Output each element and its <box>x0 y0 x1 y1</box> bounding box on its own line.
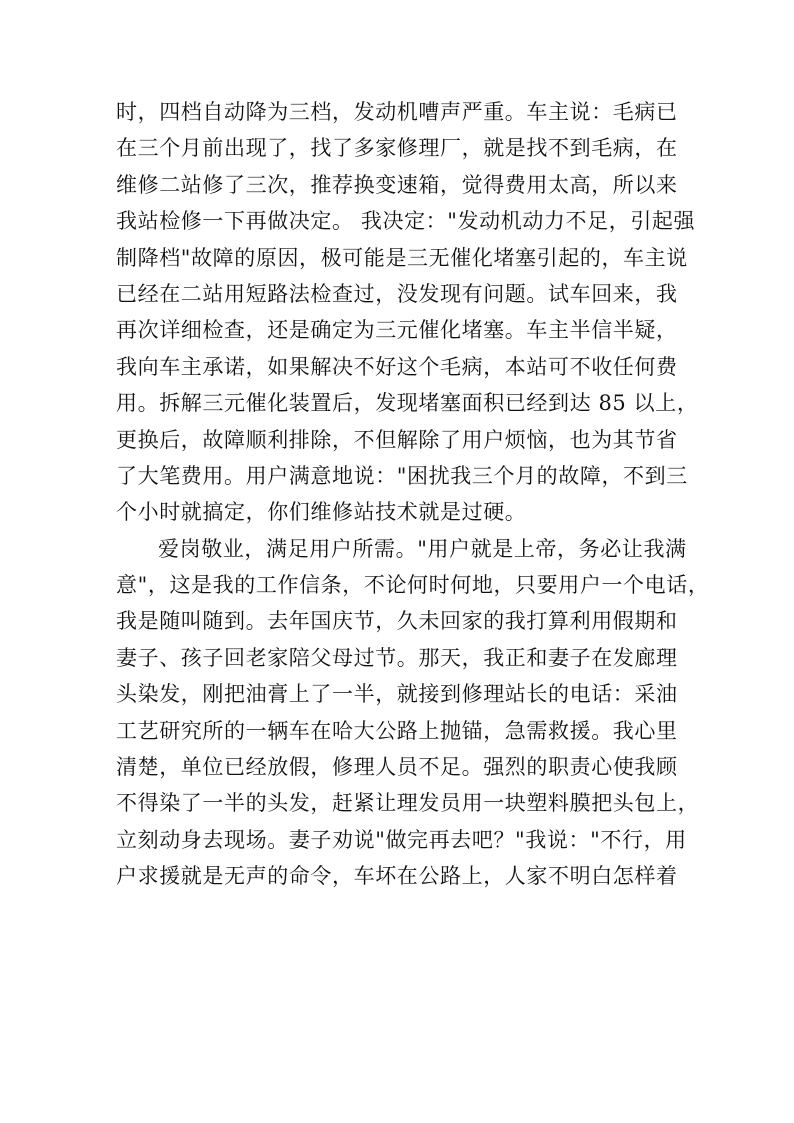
text-line: 立刻动身去现场。妻子劝说"做完再去吧？"我说："不行，用 <box>116 827 687 852</box>
text-line: 用。拆解三元催化装置后，发现堵塞面积已经到达 85 以上， <box>116 391 699 416</box>
text-line: 再次详细检查，还是确定为三元催化堵塞。车主半信半疑， <box>116 318 678 343</box>
text-line: 个小时就搞定，你们维修站技术就是过硬。 <box>116 500 527 525</box>
body-text <box>116 94 710 895</box>
text-line: 不得染了一半的头发，赶紧让理发员用一块塑料膜把头包上， <box>116 791 700 816</box>
text-line: 已经在二站用短路法检查过，没发现有问题。试车回来，我 <box>116 281 678 306</box>
text-line: 头染发，刚把油膏上了一半，就接到修理站长的电话：采油 <box>116 682 678 707</box>
text-line: 我是随叫随到。去年国庆节，久未回家的我打算利用假期和 <box>116 609 678 634</box>
text-line: 时，四档自动降为三档，发动机嘈声严重。车主说：毛病已 <box>116 100 678 124</box>
text-line: 更换后，故障顺利排除，不但解除了用户烦恼，也为其节省 <box>116 427 678 452</box>
text-line: 了大笔费用。用户满意地说："困扰我三个月的故障，不到三 <box>116 463 688 488</box>
text-line: 清楚，单位已经放假，修理人员不足。强烈的职责心使我顾 <box>116 755 678 780</box>
text-line: 工艺研究所的一辆车在哈大公路上抛锚，急需救援。我心里 <box>116 718 678 743</box>
text-line: 我向车主承诺，如果解决不好这个毛病，本站可不收任何费 <box>116 354 678 379</box>
text-line: 在三个月前出现了，找了多家修理厂，就是找不到毛病，在 <box>116 136 678 161</box>
text-line: 妻子、孩子回老家陪父母过节。那天，我正和妻子在发廊理 <box>116 645 678 670</box>
text-line: 户求援就是无声的命令，车坏在公路上，人家不明白怎样着 <box>116 864 678 889</box>
text-line: 我站检修一下再做决定。 我决定："发动机动力不足，引起强 <box>116 209 696 234</box>
text-line: 意"，这是我的工作信条，不论何时何地，只要用户一个电话， <box>116 573 710 598</box>
text-line: 维修二站修了三次，推荐换变速箱，觉得费用太高，所以来 <box>116 172 678 197</box>
paragraph-start-line: 爱岗敬业，满足用户所需。"用户就是上帝，务必让我满 <box>158 536 687 561</box>
text-line: 制降档"故障的原因，极可能是三无催化堵塞引起的，车主说 <box>116 245 688 270</box>
